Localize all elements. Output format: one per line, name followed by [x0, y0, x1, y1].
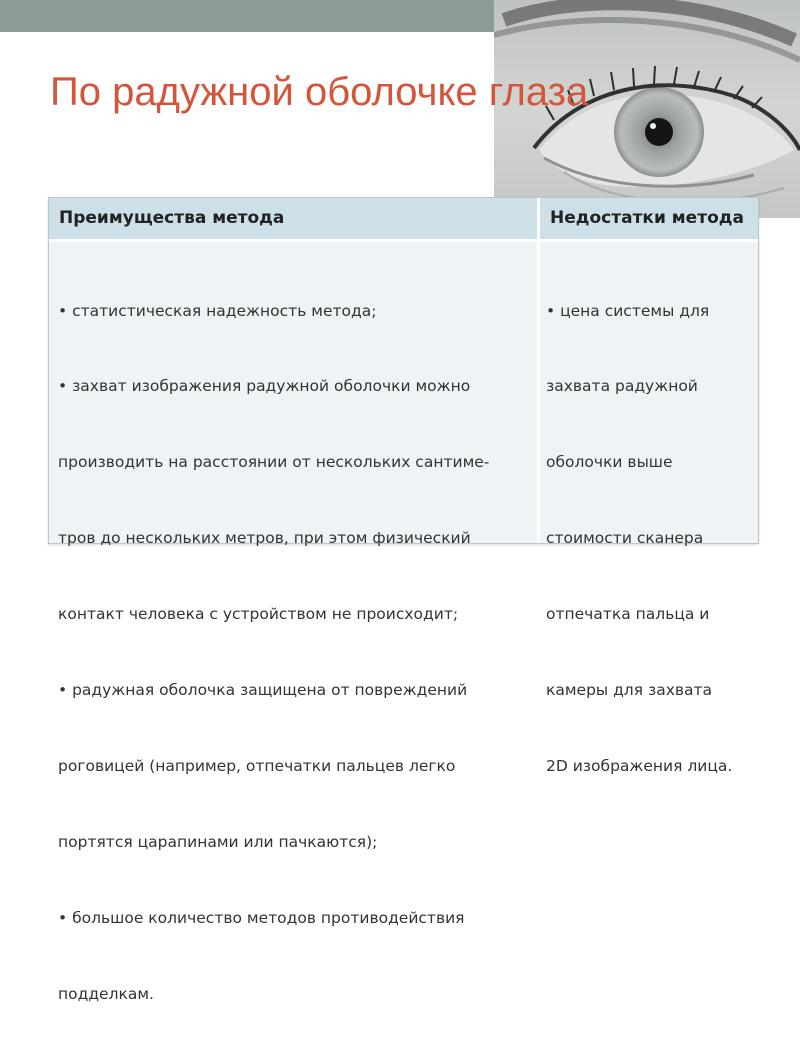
disadvantages-line: оболочки выше [546, 453, 673, 472]
advantages-line: • радужная оболочка защищена от повреждений [58, 681, 468, 700]
column-divider [537, 198, 540, 543]
disadvantages-line: 2D изображения лица. [546, 756, 733, 775]
disadvantages-line: • цена системы для [546, 301, 710, 320]
advantages-line: портятся царапинами или пачкаются); [58, 832, 378, 851]
advantages-line: контакт человека с устройством не происходит; [58, 605, 459, 624]
advantages-line: • большое количество методов противодействия [58, 908, 465, 927]
advantages-line: • захват изображения радужной оболочки можно [58, 377, 471, 396]
header-disadvantages: Недостатки метода [540, 198, 758, 239]
advantages-cell [58, 248, 533, 1058]
advantages-line: тров до нескольких метров, при этом физический [58, 529, 471, 548]
header-advantages: Преимущества метода [49, 198, 537, 239]
slide-title: По радужной оболочке глаза [50, 70, 589, 114]
advantages-line: • статистическая надежность метода; [58, 301, 377, 320]
advantages-line: подделкам. [58, 984, 154, 1003]
disadvantages-line: отпечатка пальца и [546, 605, 710, 624]
disadvantages-line: камеры для захвата [546, 681, 713, 700]
disadvantages-line: стоимости сканера [546, 529, 704, 548]
disadvantages-line: захвата радужной [546, 377, 698, 396]
advantages-line: производить на расстоянии от нескольких сантиме- [58, 453, 490, 472]
advantages-line: роговицей (например, отпечатки пальцев легко [58, 756, 456, 775]
comparison-table [48, 197, 759, 1003]
row-divider [49, 239, 758, 242]
disadvantages-cell [546, 248, 756, 830]
